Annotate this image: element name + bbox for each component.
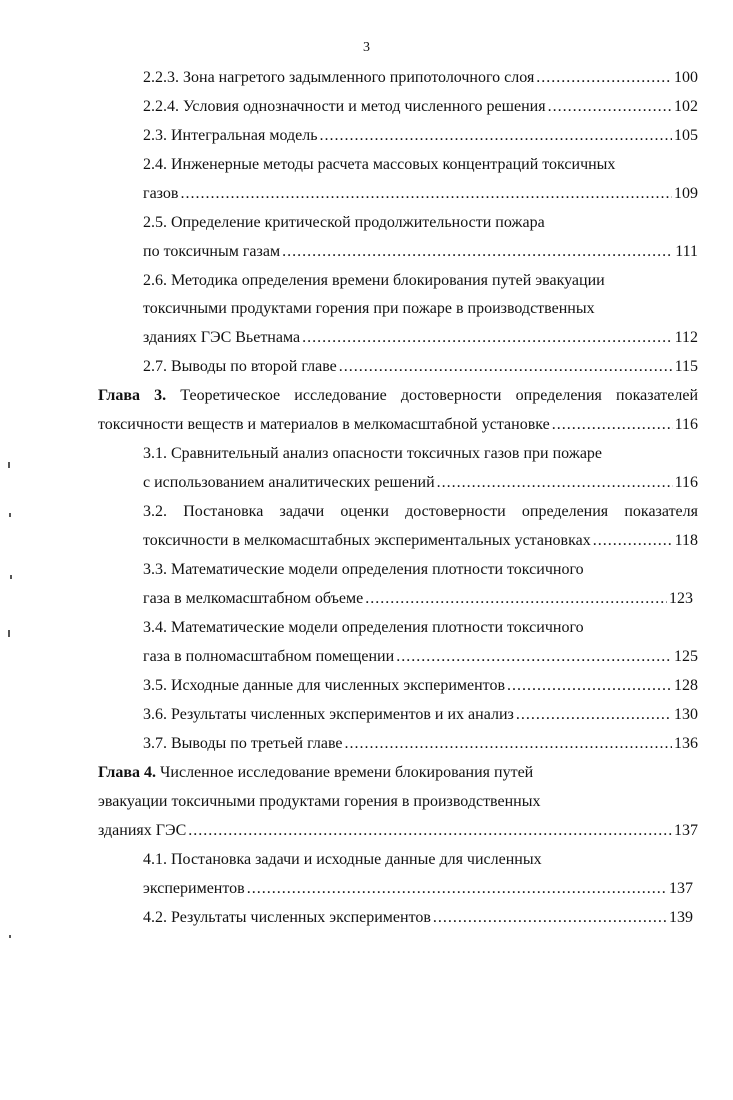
chapter-heading bbox=[98, 386, 698, 406]
toc-entry bbox=[143, 68, 698, 88]
toc-entry-page: 116 bbox=[674, 474, 698, 491]
toc-entry-page: 137 bbox=[674, 822, 698, 839]
toc-entry-page: 123 bbox=[669, 590, 693, 607]
toc-entry-page: 100 bbox=[674, 69, 698, 86]
scan-mark bbox=[8, 462, 10, 468]
toc-entry-title: эвакуации токсичными продуктами горения в производственных bbox=[98, 793, 541, 810]
toc-entry-title: 4.2. Результаты численных экспериментов bbox=[143, 909, 431, 926]
toc-entry-title: токсичными продуктами горения при пожаре в производственных bbox=[143, 300, 595, 317]
toc-entry-page: 109 bbox=[674, 185, 698, 202]
dot-leader bbox=[536, 68, 672, 88]
chapter-label: Глава 3. bbox=[98, 387, 167, 404]
toc-entry-page: 130 bbox=[674, 706, 698, 723]
toc-entry-title: 2.2.3. Зона нагретого задымленного припотолочного слоя bbox=[143, 69, 535, 86]
toc-entry bbox=[143, 328, 698, 348]
toc-entry-page: 115 bbox=[674, 358, 698, 375]
toc-entry-title: 3.7. Выводы по третьей главе bbox=[143, 735, 343, 752]
chapter-heading bbox=[98, 763, 533, 783]
toc-entry-title: зданиях ГЭС Вьетнама bbox=[143, 329, 301, 346]
toc-entry bbox=[143, 734, 698, 754]
toc-entry bbox=[143, 676, 698, 696]
dot-leader bbox=[365, 589, 667, 609]
toc-entry-page: 137 bbox=[669, 880, 693, 897]
toc-entry-page: 128 bbox=[674, 677, 698, 694]
toc-entry-title: газа в полномасштабном помещении bbox=[143, 648, 395, 665]
toc-entry-title: 2.6. Методика определения времени блокирования путей эвакуации bbox=[143, 272, 605, 289]
chapter-label: Глава 4. bbox=[98, 764, 156, 781]
toc-entry-title: газа в мелкомасштабном объеме bbox=[143, 590, 364, 607]
toc-entry bbox=[143, 473, 698, 493]
dot-leader bbox=[345, 734, 673, 754]
toc-entry-title: 4.1. Постановка задачи и исходные данные для численных bbox=[143, 851, 542, 868]
toc-entry-title: 2.4. Инженерные методы расчета массовых концентраций токсичных bbox=[143, 156, 616, 173]
toc-entry-title: токсичности веществ и материалов в мелкомасштабной установке bbox=[98, 416, 550, 433]
toc-entry bbox=[143, 705, 698, 725]
toc-entry-title: 2.2.4. Условия однозначности и метод численного решения bbox=[143, 98, 546, 115]
toc-entry-page: 112 bbox=[674, 329, 698, 346]
dot-leader bbox=[282, 242, 673, 262]
toc-entry bbox=[143, 589, 693, 609]
toc-entry bbox=[143, 647, 698, 667]
toc-entry-title: 3.1. Сравнительный анализ опасности токсичных газов при пожаре bbox=[143, 445, 603, 462]
page-number: 3 bbox=[363, 40, 370, 55]
toc-entry-title: 3.6. Результаты численных экспериментов и их анализ bbox=[143, 706, 514, 723]
chapter-title: Теоретическое исследование достоверности определения показателей bbox=[166, 387, 699, 404]
toc-entry-title: 2.7. Выводы по второй главе bbox=[143, 358, 337, 375]
toc-entry bbox=[143, 184, 698, 204]
dot-leader bbox=[320, 126, 672, 146]
toc-entry-page: 136 bbox=[674, 735, 698, 752]
toc-entry-title: 3.5. Исходные данные для численных экспериментов bbox=[143, 677, 505, 694]
toc-entry-page: 111 bbox=[675, 243, 698, 260]
dot-leader bbox=[437, 473, 673, 493]
toc-entry bbox=[98, 821, 698, 841]
toc-entry-page: 125 bbox=[674, 648, 698, 665]
toc-entry-title: экспериментов bbox=[143, 880, 245, 897]
toc-entry-title: токсичности в мелкомасштабных экспериментальных установках bbox=[143, 532, 591, 549]
toc-entry bbox=[143, 908, 693, 928]
dot-leader bbox=[433, 908, 667, 928]
dot-leader bbox=[339, 357, 673, 377]
scan-mark bbox=[9, 513, 11, 517]
scan-mark bbox=[8, 630, 10, 637]
toc-entry-title: 2.5. Определение критической продолжительности пожара bbox=[143, 214, 545, 231]
dot-leader bbox=[188, 821, 672, 841]
dot-leader bbox=[247, 879, 667, 899]
toc-entry-title: 3.4. Математические модели определения плотности токсичного bbox=[143, 619, 584, 636]
scan-mark bbox=[9, 935, 11, 938]
dot-leader bbox=[507, 676, 672, 696]
dot-leader bbox=[548, 97, 672, 117]
toc-entry-title: 2.3. Интегральная модель bbox=[143, 127, 318, 144]
toc-entry-page: 118 bbox=[674, 532, 698, 549]
dot-leader bbox=[396, 647, 672, 667]
toc-entry bbox=[143, 357, 698, 377]
dot-leader bbox=[552, 415, 673, 435]
toc-entry-page: 105 bbox=[674, 127, 698, 144]
dot-leader bbox=[180, 184, 672, 204]
toc-entry bbox=[143, 879, 693, 899]
toc-entry-title: с использованием аналитических решений bbox=[143, 474, 435, 491]
toc-entry-page: 139 bbox=[669, 909, 693, 926]
toc-entry bbox=[143, 97, 698, 117]
toc-entry bbox=[143, 531, 698, 551]
toc-entry bbox=[143, 126, 698, 146]
toc-entry-title: газов bbox=[143, 185, 179, 202]
toc-entry-title: зданиях ГЭС bbox=[98, 822, 187, 839]
scan-mark bbox=[10, 575, 12, 579]
dot-leader bbox=[302, 328, 673, 348]
toc-entry-page: 116 bbox=[674, 416, 698, 433]
toc-entry-title: 3.3. Математические модели определения плотности токсичного bbox=[143, 561, 584, 578]
toc-entry bbox=[143, 242, 698, 262]
toc-entry-title: 3.2. Постановка задачи оценки достоверности определения показателя bbox=[143, 503, 698, 520]
dot-leader bbox=[593, 531, 673, 551]
chapter-title: Численное исследование времени блокирования путей bbox=[156, 764, 534, 781]
toc-entry-title: по токсичным газам bbox=[143, 243, 281, 260]
toc-entry-page: 102 bbox=[674, 98, 698, 115]
dot-leader bbox=[516, 705, 672, 725]
toc-entry bbox=[98, 415, 698, 435]
